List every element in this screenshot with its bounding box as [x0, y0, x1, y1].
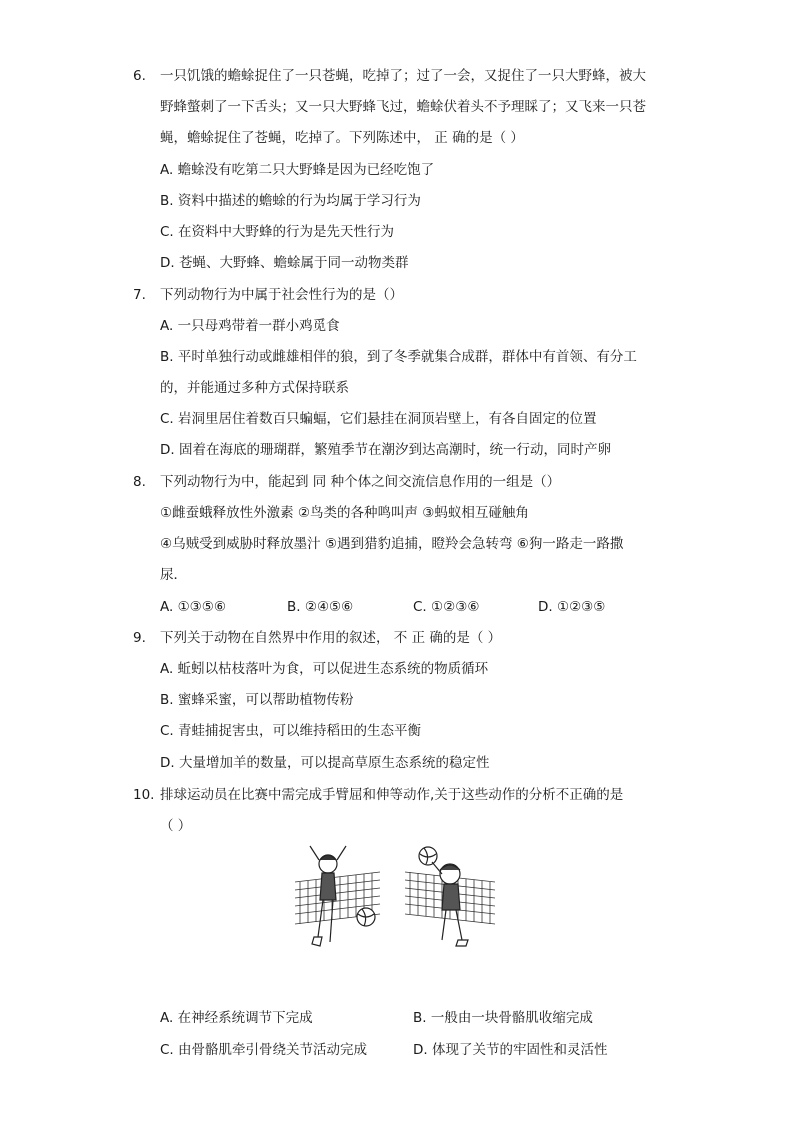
question-10-stem-line-1: 排球运动员在比赛中需完成手臂屈和伸等动作,关于这些动作的分析不正确的是: [160, 787, 624, 803]
question-9-number: 9.: [133, 630, 146, 646]
left-player-figure: [295, 846, 380, 946]
question-8-option-d: D. ①②③⑤: [538, 599, 606, 615]
question-8-option-b: B. ②④⑤⑥: [287, 599, 354, 615]
question-10-stem-line-2: （ ）: [160, 818, 192, 834]
question-7-option-b-line-1: B. 平时单独行动或雌雄相伴的狼，到了冬季就集合成群，群体中有首领、有分工: [160, 349, 637, 365]
question-8-items-line-2: ④乌贼受到威胁时释放墨汁 ⑤遇到猎豹追捕，瞪羚会急转弯 ⑥狗一路走一路撒: [160, 536, 624, 552]
question-6-option-b: B. 资料中描述的蟾蜍的行为均属于学习行为: [160, 193, 421, 209]
question-8-number: 8.: [133, 474, 146, 490]
question-8-items-line-1: ①雌蚕蛾释放性外激素 ②鸟类的各种鸣叫声 ③蚂蚁相互碰触角: [160, 505, 529, 521]
question-10-option-c: C. 由骨骼肌牵引骨绕关节活动完成: [160, 1042, 368, 1058]
question-9-stem: 下列关于动物在自然界中作用的叙述， 不 正 确的是（ ）: [160, 630, 502, 646]
question-7-option-c: C. 岩洞里居住着数百只蝙蝠，它们悬挂在洞顶岩壁上，有各自固定的位置: [160, 411, 597, 427]
question-8-option-c: C. ①②③⑥: [413, 599, 480, 615]
question-9-option-c: C. 青蛙捕捉害虫，可以维持稻田的生态平衡: [160, 723, 422, 739]
question-6-option-c: C. 在资料中大野蜂的行为是先天性行为: [160, 224, 395, 240]
question-7-stem: 下列动物行为中属于社会性行为的是（）: [160, 287, 403, 303]
question-9-option-a: A. 蚯蚓以枯枝落叶为食，可以促进生态系统的物质循环: [160, 661, 489, 677]
question-6-number: 6.: [133, 68, 146, 84]
question-8-option-a: A. ①③⑤⑥: [160, 599, 226, 615]
question-6-option-a: A. 蟾蜍没有吃第二只大野蜂是因为已经吃饱了: [160, 162, 435, 178]
volleyball-players-illustration: [290, 842, 500, 957]
question-9-option-b: B. 蜜蜂采蜜，可以帮助植物传粉: [160, 692, 354, 708]
question-10-number: 10.: [133, 787, 155, 803]
right-player-figure: [405, 847, 495, 946]
question-10-option-a: A. 在神经系统调节下完成: [160, 1010, 313, 1026]
question-8-stem: 下列动物行为中，能起到 同 种个体之间交流信息作用的一组是（）: [160, 474, 561, 490]
question-7-option-a: A. 一只母鸡带着一群小鸡觅食: [160, 318, 340, 334]
question-6-stem-line-3: 蝇，蟾蜍捉住了苍蝇，吃掉了。下列陈述中， 正 确的是（ ）: [160, 130, 524, 146]
question-7-option-d: D. 固着在海底的珊瑚群，繁殖季节在潮汐到达高潮时，统一行动，同时产卵: [160, 442, 611, 458]
question-8-items-line-3: 尿．: [160, 567, 187, 583]
question-10-option-d: D. 体现了关节的牢固性和灵活性: [413, 1042, 608, 1058]
question-7-option-b-line-2: 的，并能通过多种方式保持联系: [160, 380, 349, 396]
question-6-option-d: D. 苍蝇、大野蜂、蟾蜍属于同一动物类群: [160, 255, 409, 271]
question-6-stem-line-1: 一只饥饿的蟾蜍捉住了一只苍蝇，吃掉了；过了一会，又捉住了一只大野蜂，被大: [160, 68, 646, 84]
question-10-option-b: B. 一般由一块骨骼肌收缩完成: [413, 1010, 593, 1026]
question-9-option-d: D. 大量增加羊的数量，可以提高草原生态系统的稳定性: [160, 755, 490, 771]
question-7-number: 7.: [133, 287, 146, 303]
question-6-stem-line-2: 野蜂螫刺了一下舌头；又一只大野蜂飞过，蟾蜍伏着头不予理睬了；又飞来一只苍: [160, 99, 646, 115]
